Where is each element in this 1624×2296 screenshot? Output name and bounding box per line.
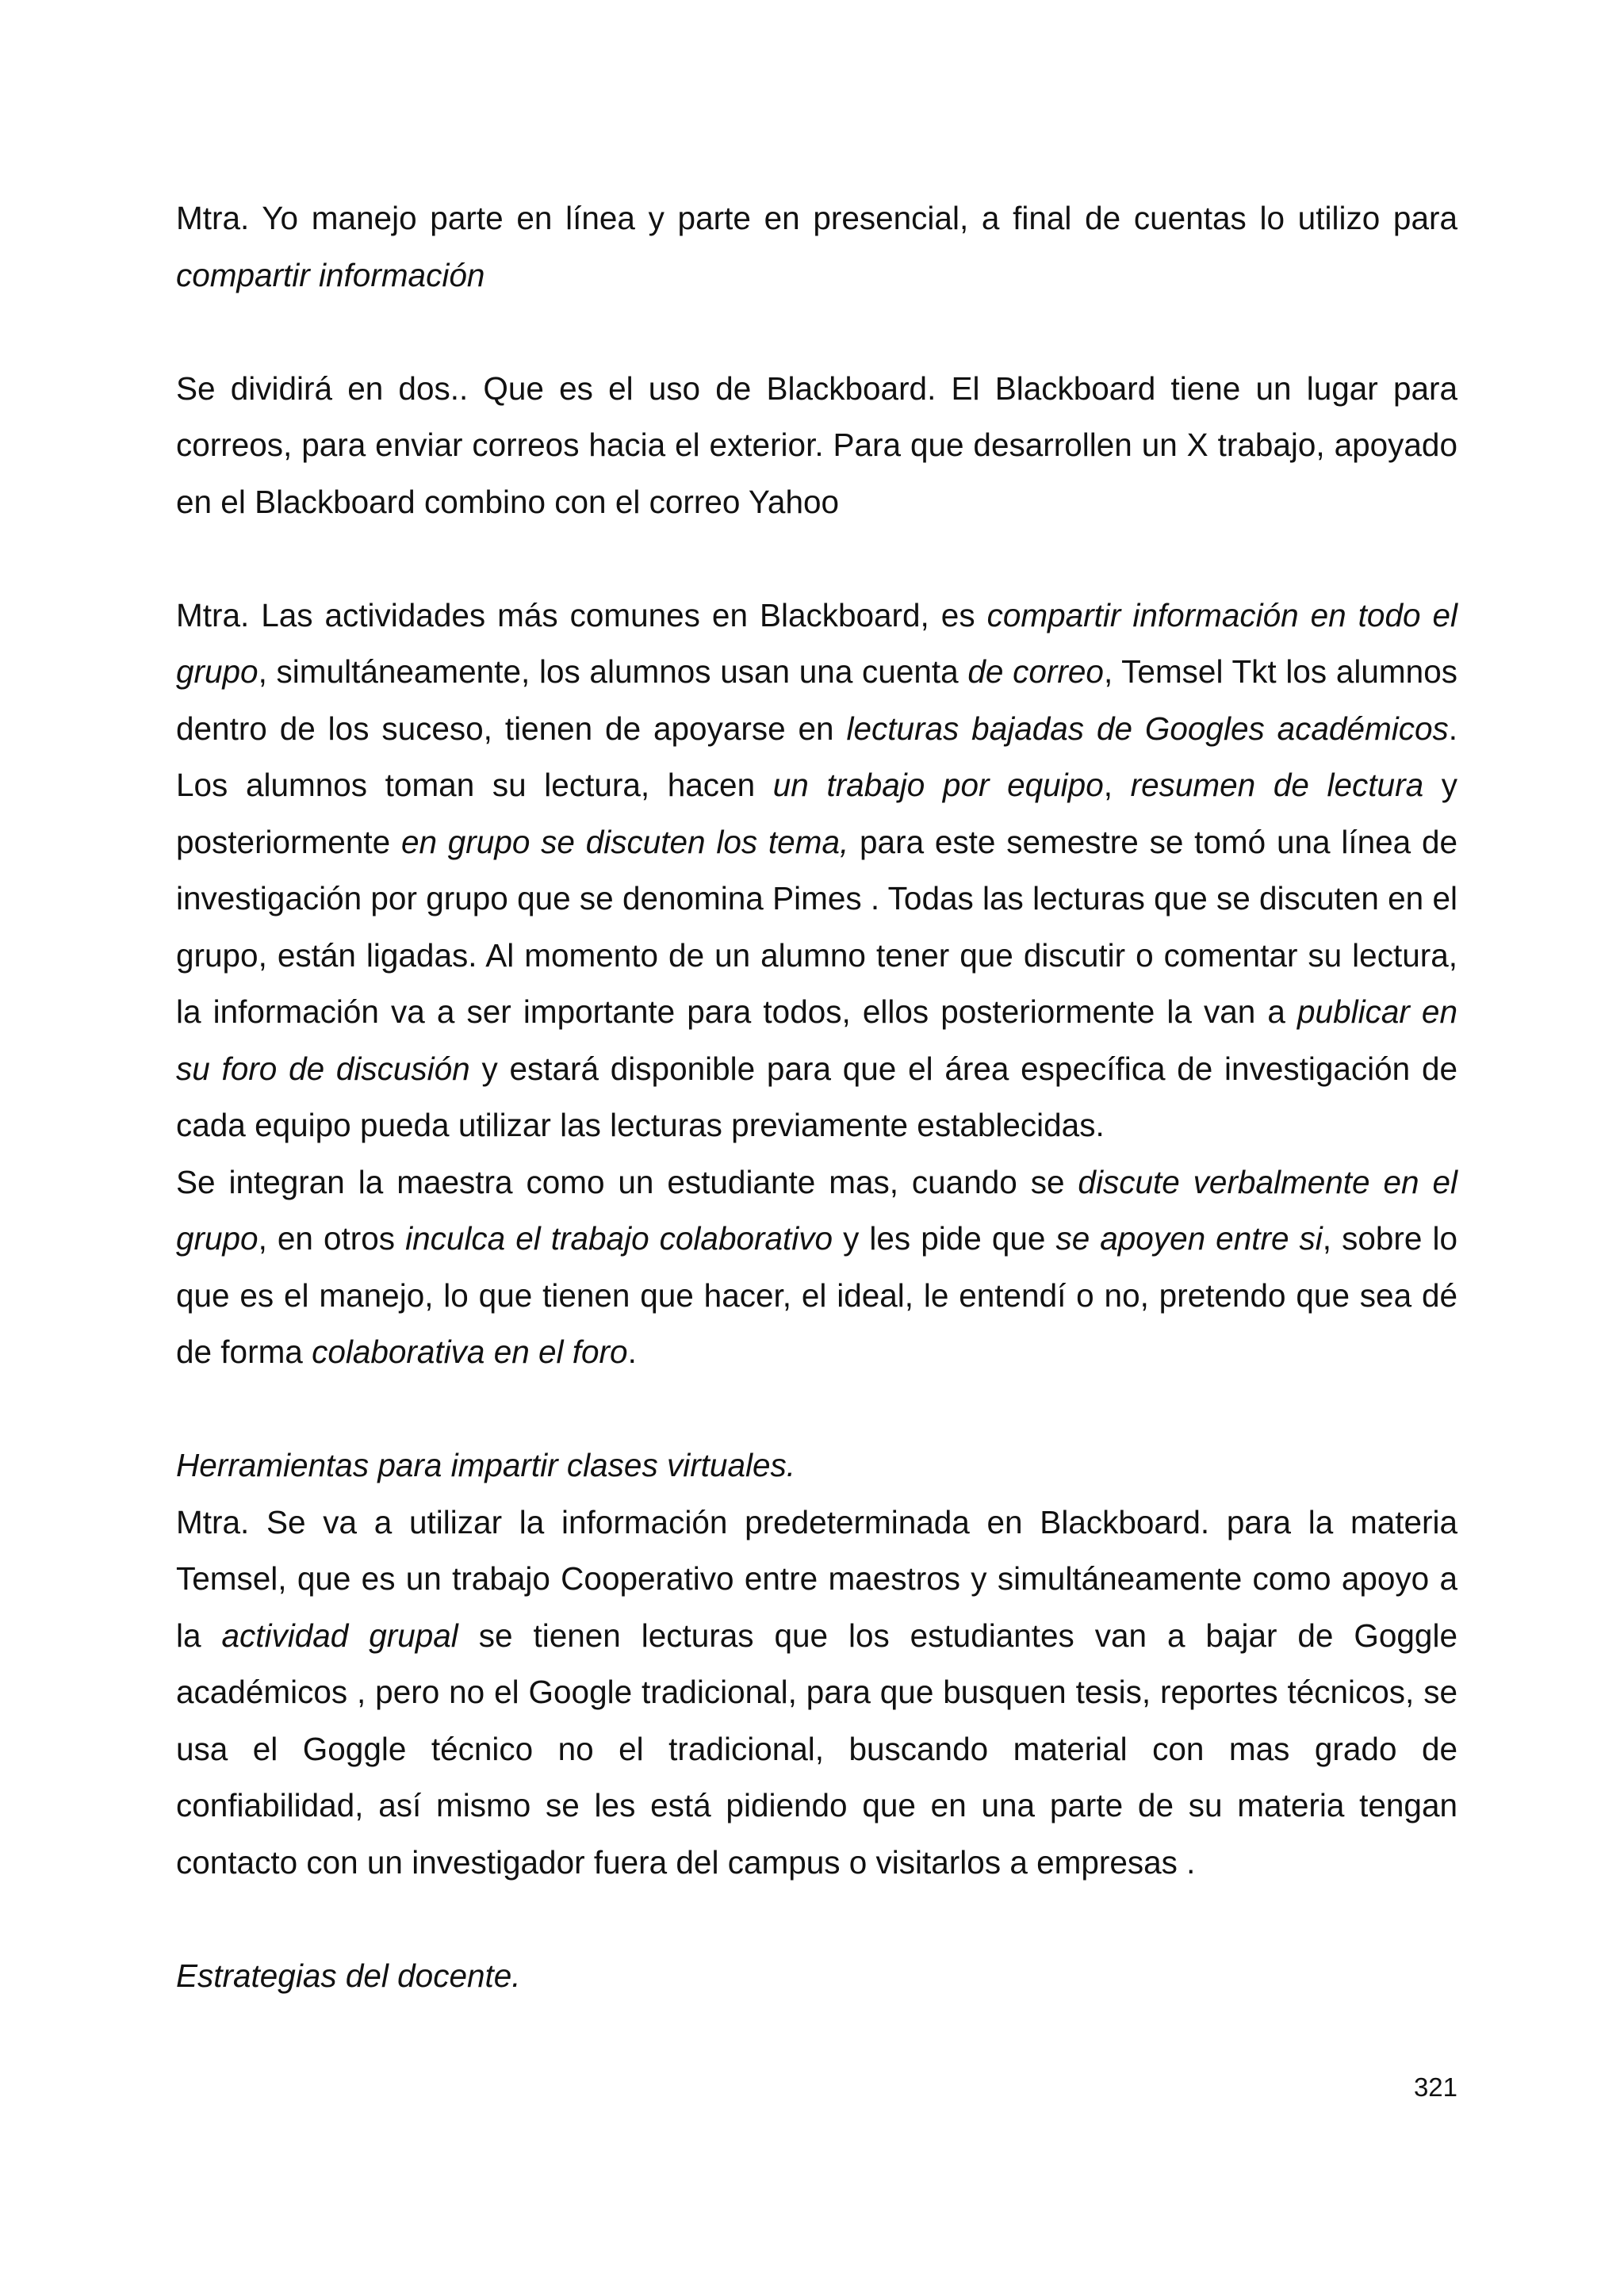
italic-text: compartir información en todo el grupo (176, 596, 1458, 690)
paragraph (176, 361, 1457, 531)
text-segment: Se integran la maestra como un estudiante mas, cuando se (176, 1163, 1078, 1200)
italic-text: en grupo se discuten los tema, (400, 823, 849, 860)
paragraph (176, 587, 1457, 1154)
text-segment: Mtra. Se va a utilizar la información predeterminada en Blackboard. para la materia Temsel, que es un trabajo Cooperativo entre maestros y simultáneamente como apoyo a la (176, 1503, 1457, 1654)
italic-text: publicar en su foro de discusión (176, 993, 1457, 1087)
text-segment: y estará disponible para que el área específica de investigación de cada equipo pueda utilizar las lecturas previamente establecidas. (176, 1050, 1457, 1143)
italic-text: lecturas bajadas de Googles académicos (846, 710, 1449, 747)
italic-text: colaborativa en el foro (312, 1334, 628, 1370)
text-segment: . (627, 1334, 637, 1370)
italic-text: Estrategias del docente. (176, 1957, 521, 1994)
italic-text: un trabajo por equipo (772, 767, 1104, 803)
italic-text: compartir información (176, 256, 485, 293)
paragraph (176, 1494, 1457, 1892)
text-segment: , sobre lo que es el manejo, lo que tienen que hacer, el ideal, le entendí o no, pretendo que sea dé de forma (176, 1220, 1457, 1370)
paragraph (176, 1154, 1457, 1381)
text-segment: Se dividirá en dos.. Que es el uso de Blackboard. El Blackboard tiene un lugar para correos, para enviar correos hacia el exterior. Para que desarrollen un X trabajo, apoyado en el Blackboard combino con el correo Yahoo (176, 369, 1457, 520)
text-segment: Mtra. Yo manejo parte en línea y parte en presencial, a final de cuentas lo utilizo para (176, 200, 1457, 236)
paragraph (176, 190, 1457, 304)
text-segment: , (1103, 767, 1131, 803)
italic-text: Herramientas para impartir clases virtuales. (176, 1447, 796, 1483)
italic-text: resumen de lectura (1130, 767, 1424, 803)
italic-text: actividad grupal (221, 1617, 458, 1654)
italic-text: discute verbalmente en el grupo (176, 1163, 1457, 1257)
paragraph (176, 1437, 1457, 1494)
text-segment: y les pide que (833, 1220, 1056, 1257)
paragraph (176, 1948, 1457, 2005)
italic-text: se apoyen entre si (1055, 1220, 1323, 1257)
italic-text: inculca el trabajo colaborativo (405, 1220, 833, 1257)
text-segment: Mtra. Las actividades más comunes en Blackboard, es (176, 596, 987, 633)
text-segment: , Temsel Tkt los alumnos dentro de los suceso, tienen de apoyarse en (176, 653, 1457, 747)
italic-text: de correo (967, 653, 1104, 690)
document-body (176, 190, 1457, 2004)
text-segment: , en otros (258, 1220, 406, 1257)
text-segment: . Los alumnos toman su lectura, hacen (176, 710, 1457, 803)
text-segment: , simultáneamente, los alumnos usan una cuenta (258, 653, 968, 690)
text-segment: y posteriormente (176, 767, 1457, 860)
text-segment: se tienen lecturas que los estudiantes van a bajar de Goggle académicos , pero no el Google tradicional, para que busquen tesis, reportes técnicos, se usa el Goggle técnico no el tradicional, buscando material con mas grado de confiabilidad, así mismo se les está pidiendo que en una parte de su materia tengan contacto con un investigador fuera del campus o visitarlos a empresas . (176, 1617, 1457, 1881)
page-number: 321 (1413, 2072, 1457, 2102)
text-segment: para este semestre se tomó una línea de investigación por grupo que se denomina Pimes . Todas las lecturas que se discuten en el grupo, están ligadas. Al momento de un alumno tener que discutir o comentar su lectura, la información va a ser importante para todos, ellos posteriormente la van a (176, 823, 1458, 1030)
